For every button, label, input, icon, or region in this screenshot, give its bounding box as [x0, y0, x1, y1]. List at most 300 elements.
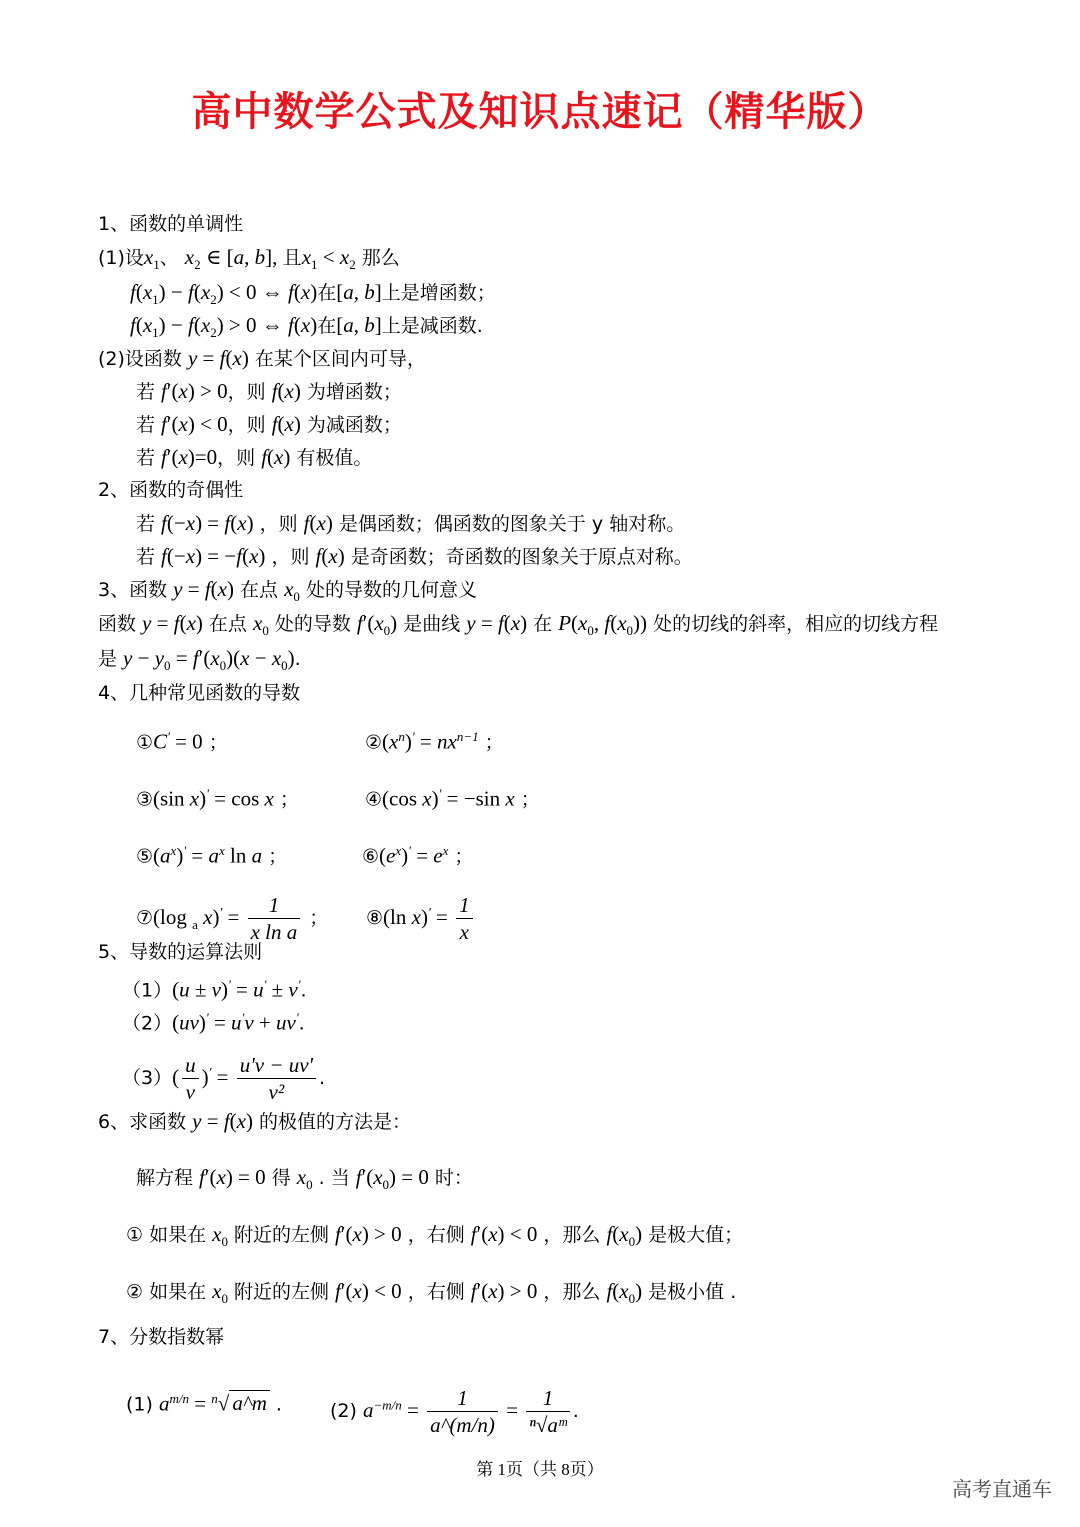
math-symbol: f [355, 1165, 362, 1189]
math-operator: (ln [383, 905, 412, 929]
math-operator: = [414, 729, 437, 754]
math-operator: ) [283, 445, 291, 469]
math-symbol: f [188, 313, 194, 337]
math-symbol: v [211, 977, 221, 1002]
math-symbol: f [161, 412, 167, 436]
math-superscript: m/n [169, 1391, 189, 1406]
text-run: ； [478, 731, 504, 754]
math-symbol: v [288, 977, 298, 1002]
denominator: v² [237, 1078, 316, 1105]
watermark: 高考直通车 [952, 1477, 1052, 1501]
math-subscript: 0 [628, 1290, 636, 1306]
math-operator: )) [633, 611, 648, 635]
text-run: (2) [330, 1400, 363, 1422]
math-symbol: x [200, 313, 211, 337]
math-operator: = [186, 843, 209, 868]
math-operator: ) [245, 1109, 253, 1133]
denominator: x ln a [248, 918, 301, 945]
math-operator: = [222, 905, 245, 929]
math-symbol: a [251, 843, 263, 868]
math-subscript: a [192, 916, 198, 932]
math-subscript: 0 [219, 657, 227, 673]
math-symbol: x [374, 611, 384, 635]
math-operator: ± [266, 977, 289, 1002]
math-operator: ) > 0 [187, 379, 228, 403]
text-run: 1、函数的单调性 [98, 213, 244, 235]
math-operator: ( [210, 577, 218, 601]
math-symbol: x [186, 611, 196, 635]
math-symbol: f [236, 544, 243, 568]
math-operator: ′( [166, 445, 179, 469]
math-operator: ( [612, 1222, 620, 1246]
math-subscript: 0 [382, 1176, 390, 1192]
text-run: 2、函数的奇偶性 [98, 479, 244, 501]
math-symbol: x [301, 245, 312, 269]
math-superscript: ' [241, 1010, 245, 1025]
math-symbol: x [143, 245, 154, 269]
math-superscript: ' [183, 843, 187, 858]
math-symbol: b [364, 313, 375, 337]
page-footer: 第 1页（共 8页） [476, 1460, 604, 1479]
content-line [98, 476, 243, 504]
text-run: 处的切线的斜率，相应的切线方程 [647, 613, 939, 635]
math-operator: ) > 0 ⇔ [216, 313, 289, 337]
math-operator: ( [229, 1109, 237, 1133]
math-symbol: x [488, 1222, 498, 1246]
math-symbol: x [210, 646, 220, 670]
math-subscript: 0 [628, 1233, 636, 1249]
text-run: ⑤ [136, 845, 154, 868]
math-symbol: x [352, 1279, 362, 1303]
math-subscript: 0 [262, 622, 269, 638]
math-subscript: 0 [383, 622, 391, 638]
math-operator: < [317, 245, 340, 269]
math-operator: ] [374, 280, 382, 304]
math-superscript: ' [427, 904, 431, 920]
math-symbol: f [173, 611, 180, 635]
text-run: 且 [282, 247, 302, 269]
math-symbol: a [343, 313, 354, 337]
math-operator: (sin [153, 786, 190, 811]
math-subscript: 1 [311, 256, 318, 272]
math-symbol: f [192, 646, 199, 670]
math-symbol: x [300, 313, 311, 337]
math-operator: = [197, 346, 220, 370]
math-superscript: n [398, 729, 405, 744]
math-symbol: f [315, 544, 322, 568]
math-operator: ( [193, 280, 201, 304]
math-operator: ( [230, 511, 238, 535]
content-line [126, 1277, 736, 1313]
math-operator: ) [198, 1010, 206, 1035]
math-symbol: y [187, 346, 198, 370]
text-run: ； [303, 907, 329, 929]
math-operator: = [430, 905, 454, 929]
text-run: (2)设函数 [98, 348, 188, 370]
math-symbol: x [178, 445, 188, 469]
math-operator: ) [401, 843, 409, 868]
content-line [136, 723, 228, 756]
math-operator: = [182, 577, 205, 601]
math-operator: = [410, 843, 434, 868]
math-symbol: f [130, 280, 136, 304]
math-operator: ) [201, 1065, 209, 1089]
text-run: 时： [428, 1167, 473, 1189]
math-operator: = [401, 1398, 425, 1422]
content-line [136, 443, 372, 472]
text-run: 附近的左侧 [227, 1224, 336, 1246]
text-run: ① [136, 731, 154, 754]
math-operator: ′( [166, 412, 179, 436]
math-operator: ( [382, 729, 390, 754]
content-line [136, 542, 693, 571]
math-operator: ) [293, 379, 301, 403]
text-run: （3） [122, 1067, 173, 1089]
math-operator: ) < 0 ⇔ [216, 280, 289, 304]
math-subscript: 0 [293, 588, 300, 604]
text-run: . [572, 1400, 579, 1422]
math-symbol: f [161, 544, 167, 568]
math-subscript: 0 [587, 622, 594, 638]
math-operator: ln [224, 843, 252, 868]
math-operator: ) [258, 544, 266, 568]
math-operator: = [151, 611, 174, 635]
text-run: . [269, 1393, 282, 1416]
math-operator: ) [212, 905, 220, 929]
denominator: ⁿ√aᵐ [526, 1411, 569, 1438]
text-run: 在点 [202, 613, 253, 635]
math-operator: ± [189, 977, 212, 1002]
math-operator: − [249, 646, 272, 670]
math-operator: ) = − [195, 544, 237, 568]
math-superscript: ' [167, 729, 170, 744]
math-symbol: a [233, 245, 245, 269]
math-operator: (− [166, 544, 186, 568]
math-operator: ( [277, 379, 285, 403]
text-run: ，则 [217, 447, 262, 469]
math-operator: ′( [166, 379, 179, 403]
math-symbol: C [153, 729, 168, 754]
text-run: 、 [159, 247, 185, 269]
math-operator: (log [153, 905, 193, 929]
math-symbol: x [184, 245, 195, 269]
math-operator: ) [310, 313, 318, 337]
math-operator: ) [404, 729, 412, 754]
math-symbol: x [316, 511, 326, 535]
math-symbol: f [161, 379, 167, 403]
text-run: . [294, 648, 301, 670]
math-symbol: x [389, 729, 399, 754]
math-operator: ( [293, 280, 301, 304]
text-run: 解方程 [136, 1167, 200, 1189]
content-line [122, 1004, 305, 1037]
math-operator: ( [503, 611, 511, 635]
text-run: 处的导数 [268, 613, 357, 635]
content-line [98, 243, 400, 279]
fraction [182, 1052, 199, 1105]
math-operator: = [201, 1109, 224, 1133]
math-operator: ) [199, 786, 207, 811]
math-subscript: 0 [281, 657, 288, 673]
numerator: u [185, 1053, 196, 1077]
math-symbol: x [142, 313, 153, 337]
text-run: ； [514, 788, 540, 811]
math-superscript: ' [263, 977, 267, 992]
math-superscript: ' [205, 1010, 209, 1025]
content-line [366, 892, 476, 945]
math-symbol: b [364, 280, 375, 304]
numerator: 1 [268, 893, 280, 917]
math-symbol: f [606, 1279, 613, 1303]
text-run: 若 [136, 381, 162, 403]
math-operator: ( [293, 313, 301, 337]
math-symbol: x [200, 280, 211, 304]
math-subscript: 2 [210, 324, 217, 340]
math-symbol: a [158, 1391, 170, 1416]
math-operator: ) [195, 611, 203, 635]
math-operator: ( [267, 445, 275, 469]
content-line [130, 311, 483, 347]
math-symbol: x [488, 1279, 498, 1303]
math-operator: ( [153, 843, 161, 868]
math-symbol: a [160, 843, 171, 868]
math-superscript: n [211, 1391, 218, 1406]
text-run: ，右侧 [401, 1281, 471, 1303]
math-operator: ) [390, 611, 398, 635]
math-symbol: x [373, 1165, 383, 1189]
math-symbol: x [284, 412, 294, 436]
math-operator: ( [277, 412, 285, 436]
content-line [126, 1220, 743, 1256]
math-symbol: y [154, 646, 165, 670]
content-line [98, 1107, 411, 1136]
math-operator: ( [172, 1065, 180, 1089]
radicand: a^m [229, 1390, 270, 1415]
math-superscript: ' [438, 786, 442, 801]
text-run: . 当 [312, 1167, 356, 1189]
text-run: 的极值的方法是： [252, 1111, 412, 1133]
math-symbol: x [510, 611, 521, 635]
text-run: ，则 [253, 513, 304, 535]
math-symbol: f [497, 611, 504, 635]
text-run: 是 [98, 648, 124, 670]
math-symbol: x [189, 786, 200, 811]
text-run: 6、求函数 [98, 1111, 193, 1133]
text-run: 在某个区间内可导， [248, 348, 426, 370]
math-symbol: x [185, 544, 196, 568]
math-superscript: x [218, 843, 225, 858]
text-run: ，右侧 [401, 1224, 471, 1246]
math-symbol: x [352, 1222, 362, 1246]
math-symbol: a [343, 280, 354, 304]
math-operator: = [188, 1391, 212, 1416]
math-symbol: f [188, 280, 194, 304]
content-line [126, 1385, 282, 1418]
math-symbol: x [505, 786, 515, 811]
math-operator: ) [431, 786, 439, 811]
content-line [136, 377, 402, 406]
math-operator: , [244, 245, 255, 269]
math-operator: = [475, 611, 498, 635]
text-run: 4、几种常见函数的导数 [98, 682, 301, 704]
math-symbol: a [362, 1398, 374, 1422]
math-subscript: 2 [349, 256, 356, 272]
text-run: 是奇函数；奇函数的图象关于原点对称。 [344, 546, 693, 568]
math-subscript: 2 [210, 291, 217, 307]
content-line [365, 780, 540, 813]
text-run: 有极值。 [290, 447, 373, 469]
math-subscript: 2 [194, 256, 201, 272]
math-symbol: f [224, 511, 231, 535]
math-symbol: f [470, 1279, 477, 1303]
math-operator: ) [176, 843, 184, 868]
math-operator: ) [241, 346, 249, 370]
math-symbol: x [617, 611, 627, 635]
math-symbol: uv [179, 1010, 199, 1035]
math-symbol: x [178, 379, 188, 403]
math-operator: ], [265, 245, 283, 269]
math-superscript: −m/n [373, 1397, 402, 1413]
text-run: ③ [136, 788, 154, 811]
math-operator: ) − [158, 280, 189, 304]
text-run: ② [365, 731, 383, 754]
math-symbol: x [178, 412, 188, 436]
math-operator: ) [220, 977, 228, 1002]
math-operator: = [211, 1065, 234, 1089]
text-run: ④ [365, 788, 383, 811]
math-subscript: 1 [152, 324, 159, 340]
math-operator: [ [336, 280, 344, 304]
math-superscript: ' [208, 1064, 212, 1080]
math-symbol: x [264, 786, 274, 811]
text-run: . [298, 1012, 305, 1035]
text-run: ； [262, 845, 288, 868]
math-symbol: x [240, 646, 250, 670]
math-operator: ( [612, 1279, 620, 1303]
math-symbol: x [212, 1279, 222, 1303]
math-superscript: ' [219, 904, 223, 920]
math-symbol: b [254, 245, 266, 269]
math-operator: ) > 0 [497, 1279, 538, 1303]
math-operator: ( [610, 611, 618, 635]
math-symbol: P [558, 611, 572, 635]
text-run: （2） [122, 1012, 173, 1035]
math-symbol: f [261, 445, 268, 469]
content-line [98, 938, 262, 966]
math-operator: ) < 0 [361, 1279, 402, 1303]
text-run: ，则 [265, 546, 316, 568]
numerator: 1 [459, 893, 470, 917]
math-operator: ′( [340, 1222, 353, 1246]
text-run: 那么 [355, 247, 400, 269]
numerator: 1 [457, 1386, 468, 1410]
math-symbol: x [236, 1109, 246, 1133]
content-line [98, 210, 243, 238]
math-operator: ) [520, 611, 528, 635]
text-run: 若 [136, 513, 162, 535]
text-run: （1） [122, 979, 173, 1002]
text-run: 若 [136, 546, 162, 568]
math-operator: ( [379, 843, 387, 868]
content-line [136, 509, 685, 538]
math-symbol: f [356, 611, 363, 635]
math-operator: ) [420, 905, 428, 929]
text-run: 处的导数的几何意义 [299, 579, 477, 601]
text-run: . [300, 979, 307, 1002]
math-symbol: x [217, 577, 227, 601]
math-symbol: x [232, 346, 242, 370]
math-superscript: x [442, 843, 449, 858]
text-run: 是偶函数；偶函数的图象关于 y 轴对称。 [332, 513, 686, 535]
math-symbol: x [619, 1222, 629, 1246]
text-run: 7、分数指数幂 [98, 1326, 225, 1348]
page-title: 高中数学公式及知识点速记（精华版） [191, 89, 889, 135]
math-superscript: ' [408, 843, 411, 858]
text-run: ； [202, 731, 228, 754]
text-run: 若 [136, 414, 162, 436]
math-operator: , [353, 280, 365, 304]
math-operator: ′( [198, 646, 211, 670]
math-symbol: x [411, 905, 421, 929]
math-operator: ) > 0 [361, 1222, 402, 1246]
math-operator: ) [246, 511, 254, 535]
math-operator: + [253, 1010, 276, 1035]
math-symbol: x [328, 544, 338, 568]
math-symbol: f [604, 611, 611, 635]
fraction [526, 1385, 569, 1438]
text-run: 在 [317, 282, 337, 304]
math-operator: √ [217, 1391, 230, 1416]
math-subscript: 1 [152, 291, 159, 307]
text-run: 是曲线 [397, 613, 467, 635]
math-subscript: 0 [306, 1176, 313, 1192]
math-symbol: y [142, 611, 152, 635]
math-operator: ′( [361, 1165, 374, 1189]
text-run: ⑧ [366, 907, 384, 929]
math-symbol: x [216, 1165, 226, 1189]
math-operator: ′( [340, 1279, 353, 1303]
math-operator: (− [166, 511, 186, 535]
math-superscript: ' [411, 729, 415, 744]
text-run: ； [273, 788, 299, 811]
math-symbol: y [123, 646, 133, 670]
math-subscript: 0 [221, 1233, 228, 1249]
text-run: 在点 [233, 579, 285, 601]
math-symbol: e [433, 843, 443, 868]
math-superscript: ' [295, 1010, 299, 1025]
math-operator: ( [321, 544, 329, 568]
math-operator: ( [172, 977, 180, 1002]
text-run: 在 [317, 315, 337, 337]
text-run: ，那么 [537, 1281, 607, 1303]
text-run: 为减函数； [300, 414, 402, 436]
math-operator: ′( [476, 1279, 489, 1303]
content-line [98, 575, 477, 611]
math-operator: ( [179, 611, 187, 635]
math-operator: ) [325, 511, 333, 535]
math-operator: = [170, 646, 193, 670]
math-operator: ) = 0 [225, 1165, 266, 1189]
fraction [456, 892, 473, 945]
content-line [362, 837, 473, 870]
math-operator: = cos [208, 786, 265, 811]
math-operator: , [353, 313, 365, 337]
text-run: (1)设 [98, 247, 144, 269]
math-symbol: u [231, 1010, 242, 1035]
text-run: ⑦ [136, 907, 154, 929]
text-run: 若 [136, 447, 162, 469]
math-symbol: f [223, 1109, 230, 1133]
